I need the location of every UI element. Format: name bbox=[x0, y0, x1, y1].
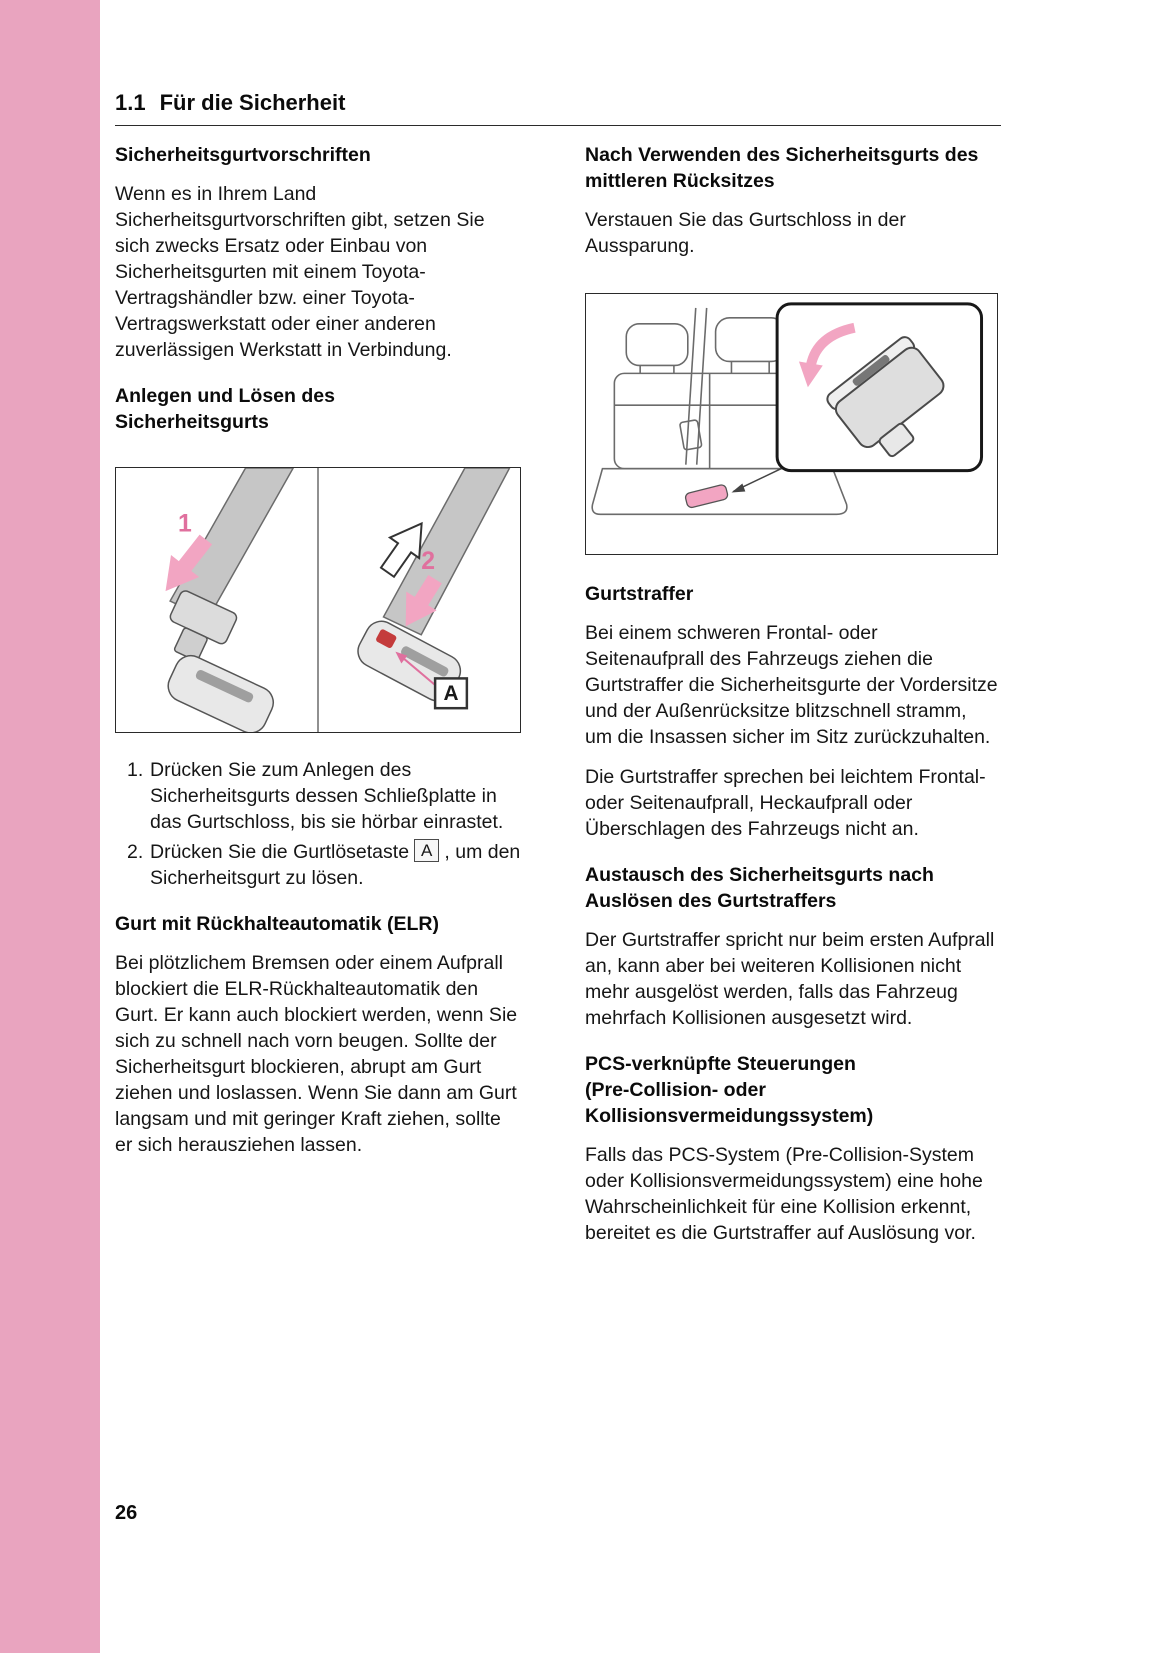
paragraph-austausch: Der Gurtstraffer spricht nur beim ersten Aufprall an, kann aber bei weiteren Kollisionen nicht mehr ausgelöst werden, falls das Fahrzeug mehrfach Kollisionen ausgesetzt wird. bbox=[585, 929, 995, 1029]
page-footer bbox=[115, 1502, 137, 1525]
heading-gurtstraffer: Gurtstraffer bbox=[585, 583, 694, 605]
step-1-text: Drücken Sie zum Anlegen des Sicherheitsgurts dessen Schließplatte in das Gurtschloss, bis sie hörbar einrastet. bbox=[150, 759, 504, 833]
paragraph-pcs: Falls das PCS-System (Pre-Collision-System oder Kollisionsvermeidungssystem) eine hohe Wahrscheinlichkeit für eine Kollision erkennt, bereitet es die Gurtstraffer auf Auslösung vor. bbox=[585, 1144, 983, 1244]
step-1 bbox=[127, 757, 522, 835]
page-header bbox=[115, 90, 345, 116]
fig1-label-1: 1 bbox=[178, 510, 192, 538]
step-2 bbox=[127, 839, 522, 891]
step-2-text-after: , um den Sicherheitsgurt zu lösen. bbox=[150, 841, 521, 889]
fig1-label-2: 2 bbox=[421, 548, 436, 576]
pink-edge-strip bbox=[0, 0, 100, 1653]
chapter-number: 1.1 bbox=[115, 90, 146, 115]
seatbelt-buckle-illustration bbox=[115, 467, 521, 733]
paragraph-elr: Bei plötzlichem Bremsen oder einem Aufprall blockiert die ELR-Rückhalteautomatik den Gurt. Er kann auch blockiert werden, wenn Sie sich zu schnell nach vorn beugen. Sollte der Sicherheitsgurt blockieren, abrupt am Gurt ziehen und loslassen. Wenn Sie dann am Gurt langsam und mit geringer Kraft ziehen, sollte er sich herausziehen lassen. bbox=[115, 952, 518, 1156]
heading-sicherheitsgurtvorschriften: Sicherheitsgurtvorschriften bbox=[115, 144, 371, 166]
left-column bbox=[115, 142, 522, 1172]
key-badge-a: A bbox=[414, 839, 439, 862]
rear-seat-illustration bbox=[585, 293, 998, 555]
heading-anlegen-und-loesen: Anlegen und Lösen des Sicherheitsgurts bbox=[115, 385, 335, 433]
heading-elr: Gurt mit Rückhalteautomatik (ELR) bbox=[115, 913, 439, 935]
figure-seatbelt-fasten-release bbox=[115, 467, 522, 733]
inset-callout-arrowhead bbox=[731, 484, 745, 493]
belt-buckle bbox=[163, 650, 278, 733]
paragraph-gurtstraffer-2: Die Gurtstraffer sprechen bei leichtem Frontal- oder Seitenaufprall, Heckaufprall oder Überschlagen des Fahrzeugs nicht an. bbox=[585, 766, 986, 840]
heading-pcs: PCS-verknüpfte Steuerungen (Pre-Collision- oder Kollisionsvermeidungssystem) bbox=[585, 1053, 874, 1127]
panel-fasten-belt bbox=[151, 468, 293, 733]
page-number: 26 bbox=[115, 1502, 138, 1524]
paragraph-gurtvorschriften: Wenn es in Ihrem Land Sicherheitsgurtvorschriften gibt, setzen Sie sich zwecks Ersatz oder Einbau von Sicherheitsgurten mit einem Toyota-Vertragshändler bzw. einer Toyota-Vertragswerkstatt oder einer anderen zuverlässigen Werkstatt in Verbindung. bbox=[115, 183, 485, 361]
fig1-label-a: A bbox=[443, 682, 459, 706]
chapter-title: Für die Sicherheit bbox=[159, 90, 346, 115]
step-1-number: 1. bbox=[127, 759, 144, 781]
panel-release-belt bbox=[352, 468, 509, 708]
stowed-buckle-highlight bbox=[685, 484, 729, 509]
header-rule bbox=[115, 125, 1001, 126]
paragraph-gurtstraffer-1: Bei einem schweren Frontal- oder Seitenaufprall des Fahrzeugs ziehen die Gurtstraffer die Sicherheitsgurte der Vordersitze und der Außenrücksitze blitzschnell stramm, um die Insassen sicher im Sitz zurückzuhalten. bbox=[585, 622, 998, 748]
step-2-text bbox=[150, 839, 522, 891]
step-2-number: 2. bbox=[127, 841, 144, 863]
paragraph-verstauen: Verstauen Sie das Gurtschloss in der Aussparung. bbox=[585, 209, 906, 257]
instruction-steps bbox=[115, 757, 522, 891]
right-column bbox=[585, 142, 998, 1260]
step-2-text-before: Drücken Sie die Gurtlösetaste bbox=[150, 841, 410, 863]
heading-nach-verwenden: Nach Verwenden des Sicherheitsgurts des mittleren Rücksitzes bbox=[585, 144, 979, 192]
heading-austausch: Austausch des Sicherheitsgurts nach Auslösen des Gurtstraffers bbox=[585, 864, 934, 912]
figure-rear-seat-buckle-stowage bbox=[585, 293, 998, 555]
